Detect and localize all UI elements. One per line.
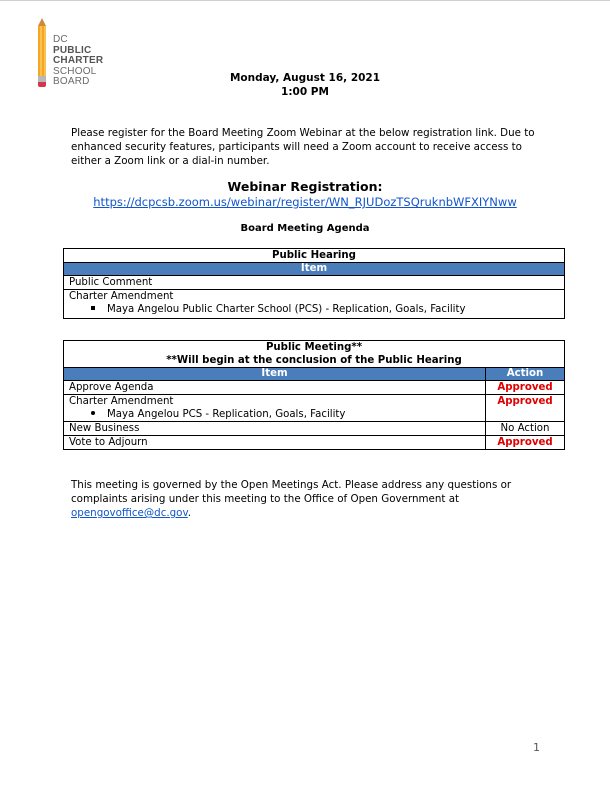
webinar-registration-link[interactable]: https://dcpcsb.zoom.us/webinar/register/WN_RJUDozTSQruknbWFXIYNww [93,195,517,209]
table-row [64,276,565,290]
action-status: Approved [486,381,565,395]
table-row [64,395,565,422]
agenda-sub-item [69,408,480,421]
round-bullet-icon [91,411,95,415]
page-number: 1 [533,741,540,754]
logo-line-4: SCHOOL [53,65,97,77]
public-meeting-heading [64,341,565,368]
table-row [64,290,565,319]
agenda-title: Board Meeting Agenda [240,223,370,234]
page-top-border [0,0,610,1]
logo-line-3: CHARTER [53,55,104,66]
open-meetings-notice [71,478,551,520]
logo-line-5: BOARD [53,76,90,87]
column-header-item: Item [64,263,565,276]
agenda-sub-item [69,303,559,316]
notice-end: . [187,507,192,519]
action-status: Approved [486,395,565,422]
column-header-item: Item [64,368,486,381]
public-meeting-table [63,340,565,450]
meeting-time: 1:00 PM [281,86,329,98]
table-row [64,436,565,450]
notice-text: This meeting is governed by the Open Meetings Act. Please address any questions or complaints arising under this meeting to the Office of Open Government at [71,479,512,505]
column-header-action: Action [486,368,565,381]
webinar-title: Webinar Registration: [227,179,383,194]
table-row [64,381,565,395]
square-bullet-icon [91,306,95,310]
agenda-sub-item-text: Maya Angelou PCS - Replication, Goals, Facility [107,409,346,420]
open-government-email-link[interactable]: opengovoffice@dc.gov [71,507,188,519]
agenda-item: New Business [64,422,486,436]
public-meeting-subtitle: **Will begin at the conclusion of the Public Hearing [166,355,462,366]
action-status: No Action [486,422,565,436]
action-status: Approved [486,436,565,450]
logo-line-2: PUBLIC [53,44,92,56]
public-hearing-title: Public Hearing [64,249,565,263]
public-hearing-table [63,248,565,319]
agenda-sub-item-text: Maya Angelou Public Charter School (PCS) - Replication, Goals, Facility [107,304,466,315]
meeting-date: Monday, August 16, 2021 [229,72,381,84]
logo-line-1: DC [53,34,68,45]
agenda-item: Charter Amendment [69,291,174,302]
public-meeting-title: Public Meeting** [265,342,363,353]
agenda-item: Public Comment [64,276,565,290]
intro-paragraph: Please register for the Board Meeting Zoom Webinar at the below registration link. Due to enhanced security features, participants will need a Zoom account to receive access to either a Zoom link or a dial-in number. [71,127,535,167]
agenda-item: Vote to Adjourn [64,436,486,450]
table-row [64,422,565,436]
agenda-item: Charter Amendment [69,396,174,407]
agenda-item: Approve Agenda [64,381,486,395]
